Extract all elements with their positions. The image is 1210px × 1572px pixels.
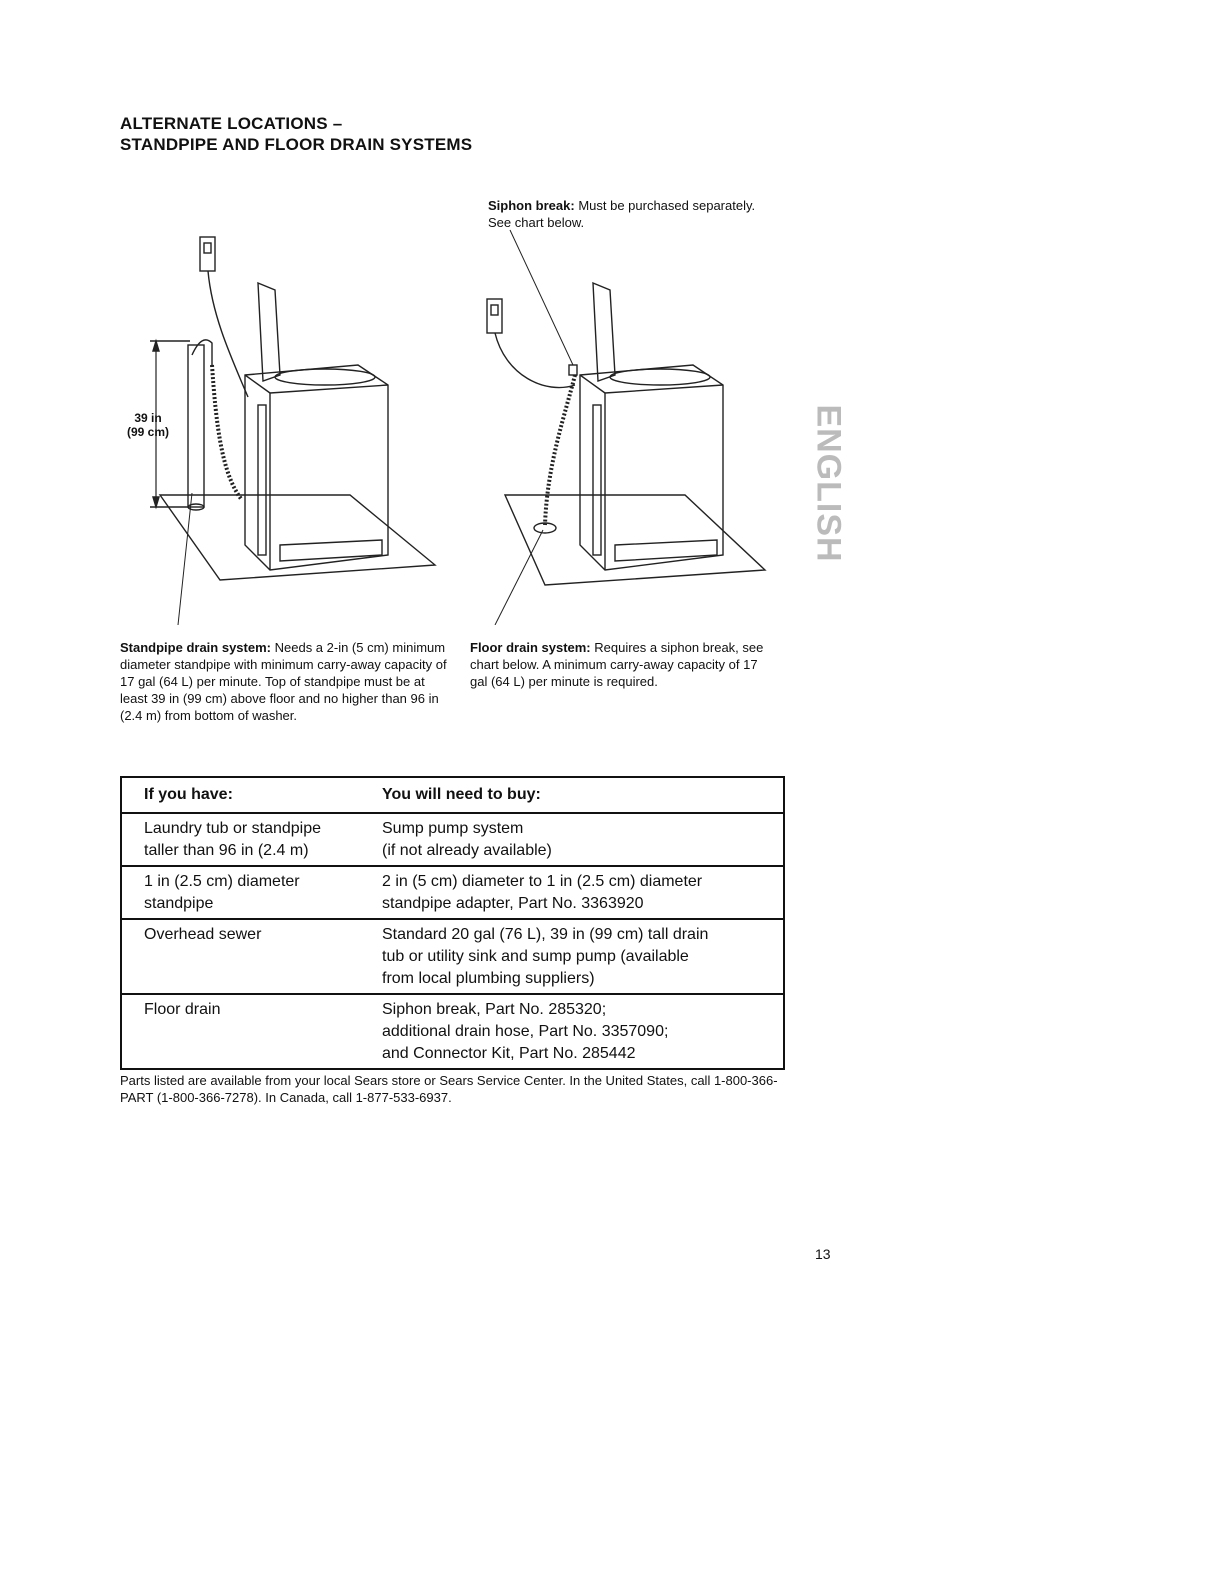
standpipe-washer-illustration — [130, 225, 450, 625]
cell-line: tub or utility sink and sump pump (available — [382, 948, 689, 965]
standpipe-label: Standpipe drain system: — [120, 640, 271, 655]
cell-line: taller than 96 in (2.4 m) — [144, 842, 309, 859]
cell-line: 1 in (2.5 cm) diameter — [144, 873, 300, 890]
standpipe-caption — [120, 639, 452, 724]
language-tab-label: ENGLISH — [809, 403, 848, 563]
buy-cell — [380, 866, 784, 919]
cell-line: from local plumbing suppliers) — [382, 970, 595, 987]
page-title — [120, 113, 472, 155]
washer-lid — [593, 283, 615, 381]
table-row — [121, 866, 784, 919]
table-header-row — [121, 777, 784, 813]
cell-line: Overhead sewer — [144, 926, 262, 943]
electrical-outlet — [487, 299, 502, 333]
cell-line: 2 in (5 cm) diameter to 1 in (2.5 cm) diameter — [382, 873, 703, 890]
siphon-break-label: Siphon break: — [488, 198, 575, 213]
cell-line: (if not already available) — [382, 842, 552, 859]
cell-line: additional drain hose, Part No. 3357090; — [382, 1023, 669, 1040]
cell-line: Siphon break, Part No. 285320; — [382, 1001, 607, 1018]
floor-drain-label: Floor drain system: — [470, 640, 591, 655]
cell-line: standpipe — [144, 895, 214, 912]
floor-plane — [160, 495, 435, 580]
have-cell — [121, 813, 380, 866]
have-cell — [121, 866, 380, 919]
title-line-2: STANDPIPE AND FLOOR DRAIN SYSTEMS — [120, 135, 473, 154]
table-row — [121, 994, 784, 1069]
siphon-break — [569, 365, 577, 375]
electrical-outlet — [200, 237, 215, 271]
buy-cell — [380, 994, 784, 1069]
cell-line: and Connector Kit, Part No. 285442 — [382, 1045, 636, 1062]
drain-hose — [545, 375, 575, 525]
cell-line: Sump pump system — [382, 820, 524, 837]
washer-lid — [258, 283, 280, 381]
table-row — [121, 919, 784, 994]
cell-line: Floor drain — [144, 1001, 221, 1018]
title-line-1: ALTERNATE LOCATIONS – — [120, 114, 343, 133]
buy-cell — [380, 919, 784, 994]
have-cell — [121, 994, 380, 1069]
cell-line: standpipe adapter, Part No. 3363920 — [382, 895, 644, 912]
cell-line: Laundry tub or standpipe — [144, 820, 322, 837]
cell-line: Standard 20 gal (76 L), 39 in (99 cm) tall drain — [382, 926, 709, 943]
header-you-will-need: You will need to buy: — [380, 777, 784, 813]
dimension-metric: (99 cm) — [126, 425, 170, 439]
siphon-break-text: Must be purchased separately. See chart below. — [488, 198, 756, 230]
standpipe-text: Needs a 2-in (5 cm) minimum diameter standpipe with minimum carry-away capacity of 17 gal (64 L) per minute. Top of standpipe must be at least 39 in (99 cm) above floor and no higher than 96 in (2.4 m) from bottom of washer. — [120, 640, 447, 723]
table-row — [121, 813, 784, 866]
parts-footnote: Parts listed are available from your local Sears store or Sears Service Center. In the United States, call 1-800-366-PART (1-800-366-7278). In Canada, call 1-877-533-6937. — [120, 1073, 778, 1105]
page-number: 13 — [815, 1246, 831, 1262]
standpipe — [188, 345, 204, 507]
drain-hose — [212, 365, 242, 500]
dimension-label — [120, 411, 176, 439]
floor-drain-washer-illustration — [465, 225, 785, 625]
buy-cell — [380, 813, 784, 866]
parts-table — [120, 776, 785, 1070]
floor-drain-text: Requires a siphon break, see chart below. A minimum carry-away capacity of 17 gal (64 L) per minute is required. — [470, 640, 764, 689]
dimension-imperial: 39 in — [134, 411, 162, 425]
header-if-you-have: If you have: — [121, 777, 380, 813]
have-cell — [121, 919, 380, 994]
floor-drain-caption — [470, 639, 770, 690]
language-side-tab — [808, 393, 848, 573]
